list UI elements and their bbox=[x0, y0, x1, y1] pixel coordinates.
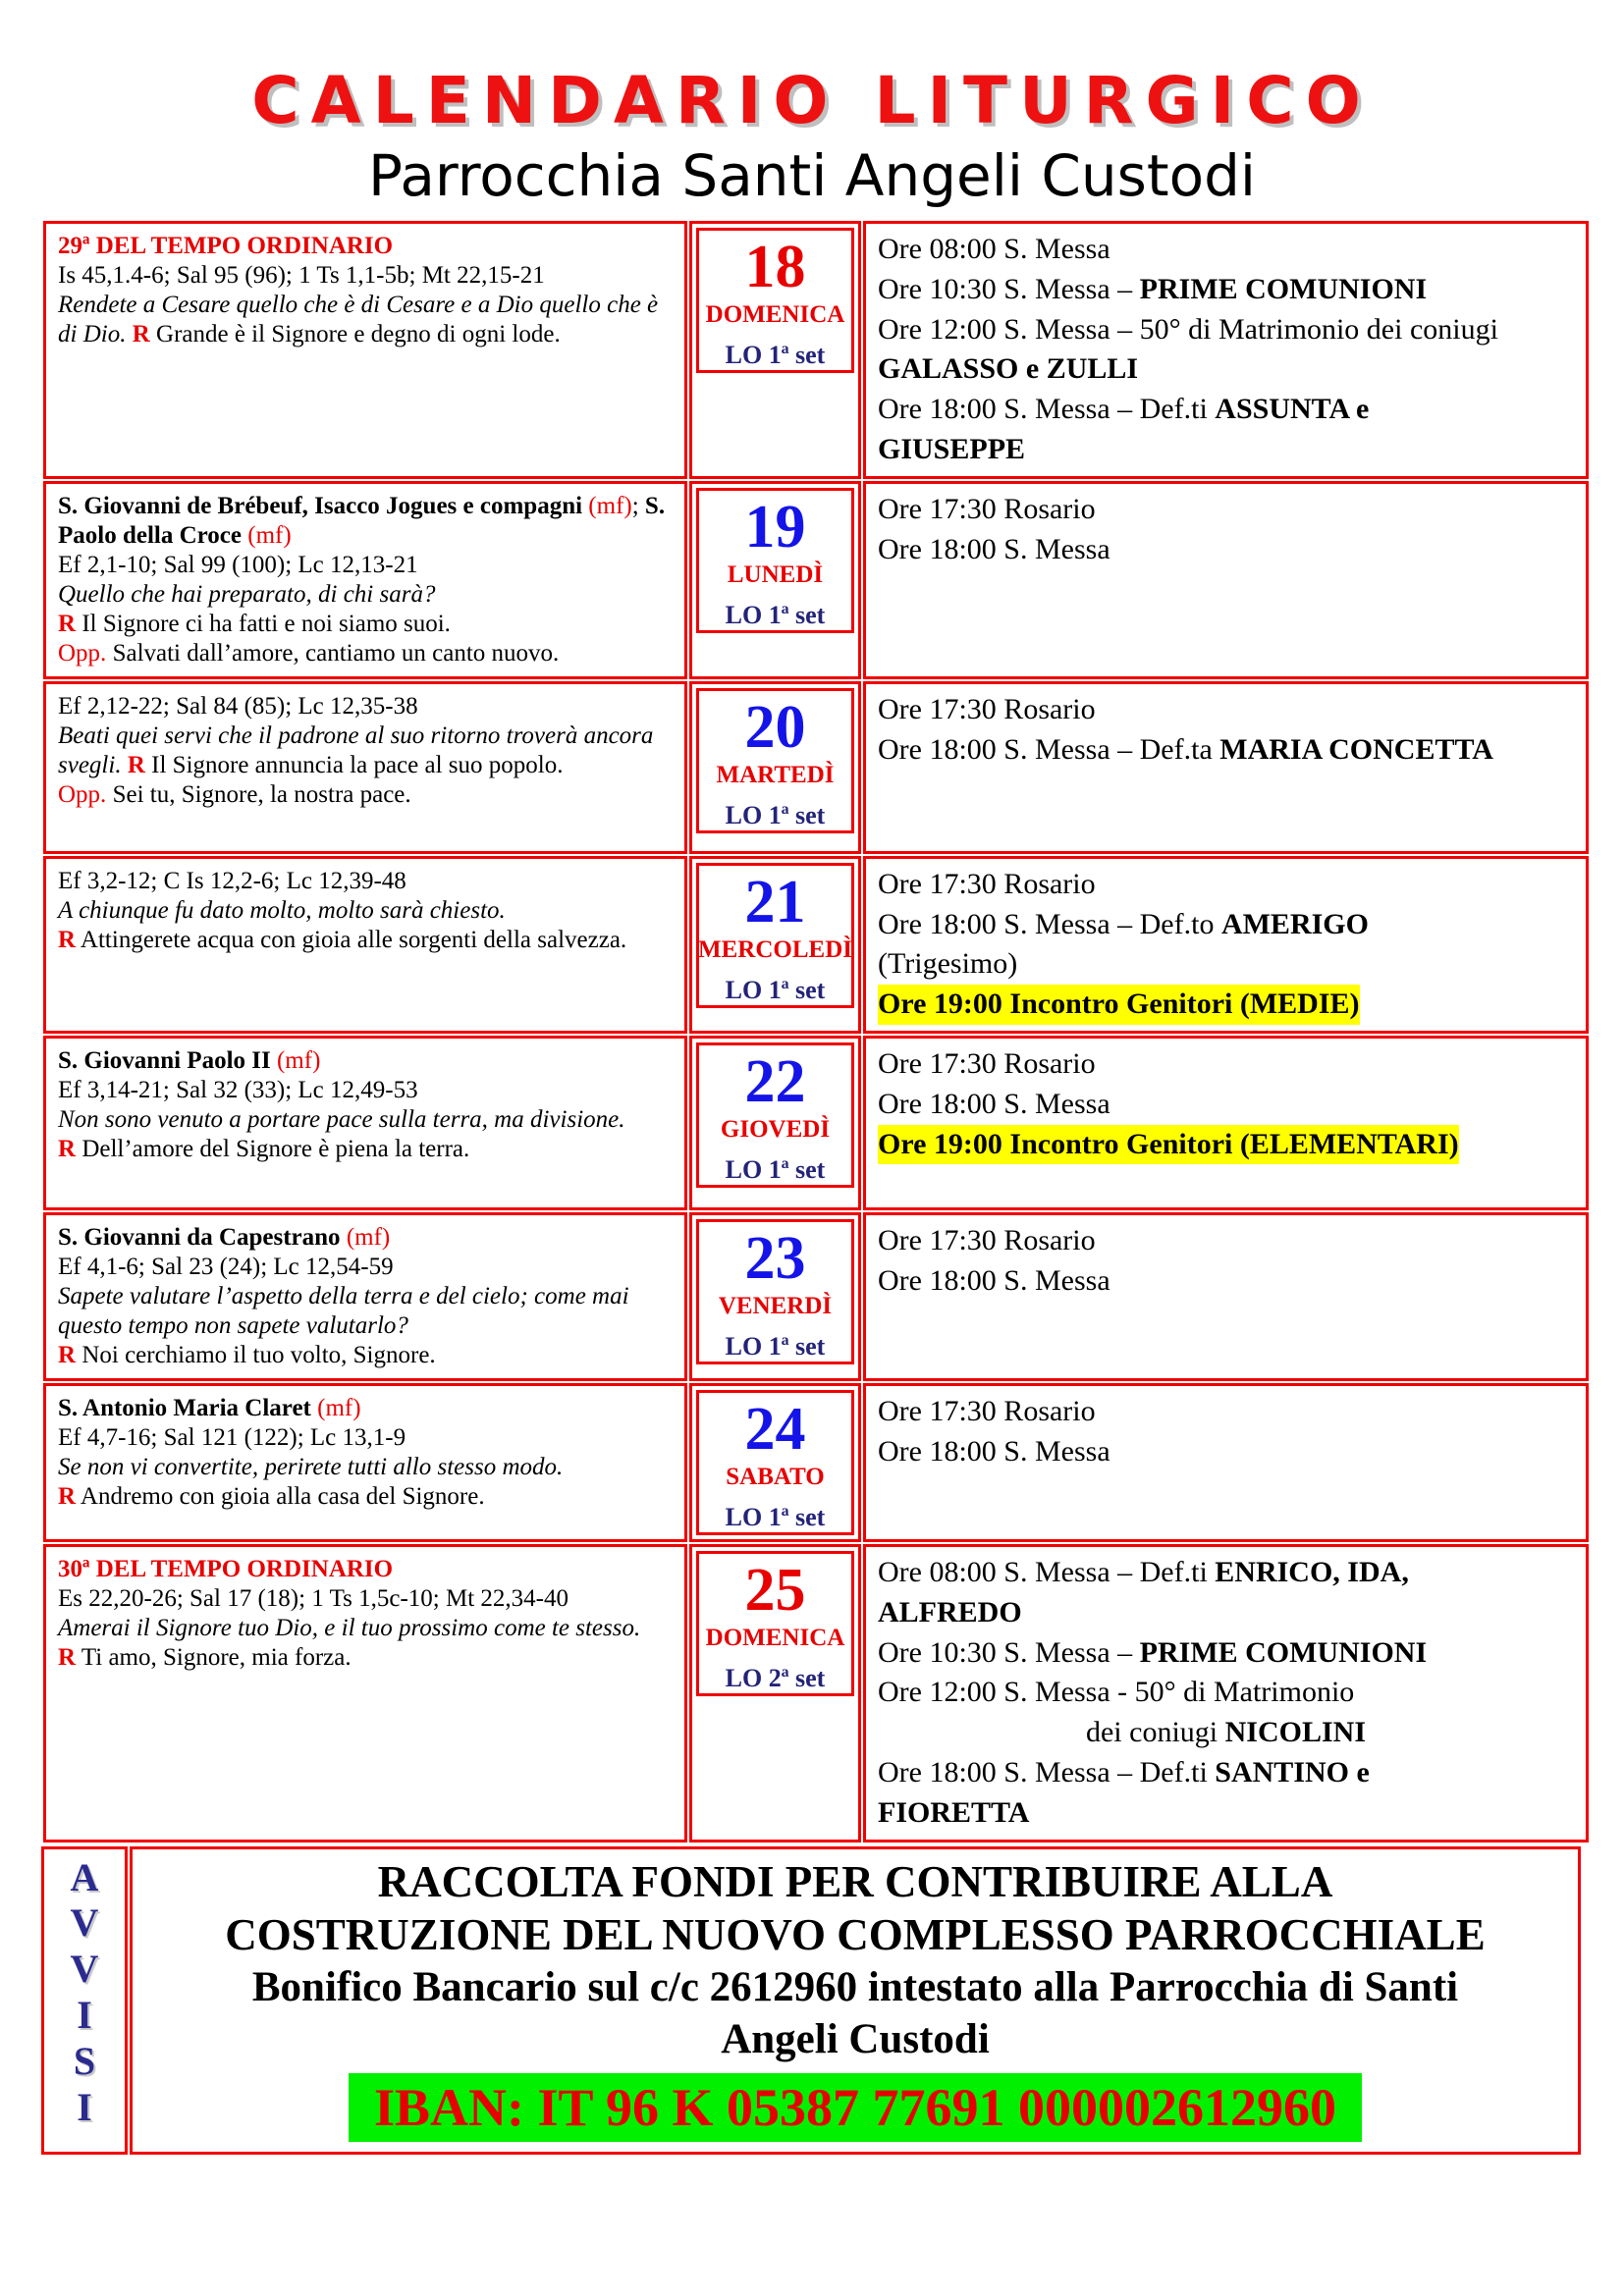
weekday-label: SABATO bbox=[726, 1463, 825, 1490]
avvisi-vertical-label bbox=[41, 1846, 128, 2156]
liturgy-hours-label: LO 2ª set bbox=[725, 1663, 826, 1692]
page-title: CALENDARIO LITURGICO bbox=[251, 63, 1373, 138]
liturgy-text: (mf) bbox=[346, 1223, 391, 1251]
liturgy-text: R bbox=[58, 926, 77, 953]
schedule-text: AMERIGO bbox=[1220, 907, 1369, 940]
liturgy-hours-label: LO 1ª set bbox=[725, 341, 826, 369]
liturgy-cell bbox=[43, 1212, 687, 1381]
liturgy-text: Ti amo, Signore, mia forza. bbox=[76, 1643, 352, 1671]
liturgy-text: R bbox=[132, 321, 150, 347]
liturgy-cell bbox=[43, 856, 687, 1034]
schedule-text: dei coniugi bbox=[1085, 1716, 1225, 1749]
schedule-text: (Trigesimo) bbox=[878, 947, 1018, 981]
day-row-24 bbox=[43, 1383, 1589, 1542]
schedule-text: Ore 10:30 S. Messa – bbox=[878, 1635, 1140, 1669]
schedule-cell bbox=[863, 481, 1589, 679]
date-box bbox=[696, 688, 854, 833]
liturgy-cell bbox=[43, 681, 687, 854]
schedule-text: Ore 18:00 S. Messa bbox=[878, 532, 1110, 565]
schedule-line bbox=[878, 1633, 1574, 1674]
schedule-line bbox=[878, 1432, 1574, 1472]
schedule-line bbox=[878, 730, 1574, 771]
liturgy-line bbox=[58, 867, 673, 896]
day-number: 24 bbox=[744, 1395, 806, 1463]
date-cell bbox=[689, 1212, 861, 1381]
schedule-cell bbox=[863, 856, 1589, 1034]
date-box bbox=[696, 228, 854, 373]
date-cell bbox=[689, 221, 861, 479]
liturgy-text: S. Paolo della Croce bbox=[58, 492, 666, 549]
schedule-line bbox=[878, 390, 1574, 430]
avvisi-letter: I bbox=[77, 1992, 92, 2037]
schedule-line bbox=[878, 1753, 1574, 1793]
weekday-label: VENERDÌ bbox=[718, 1292, 833, 1319]
liturgy-text: R bbox=[58, 1135, 77, 1162]
liturgy-cell bbox=[43, 1036, 687, 1210]
schedule-text: PRIME COMUNIONI bbox=[1139, 272, 1428, 305]
schedule-line bbox=[878, 1553, 1574, 1593]
liturgy-text: Ef 3,14-21; Sal 32 (33); Lc 12,49-53 bbox=[58, 1076, 418, 1103]
liturgy-cell bbox=[43, 221, 687, 479]
weekday-label: LUNEDÌ bbox=[727, 561, 824, 588]
liturgy-text: Rendete a Cesare quello che è di Cesare e a Dio quello che è di Dio. bbox=[58, 292, 659, 347]
schedule-cell bbox=[863, 1544, 1589, 1842]
liturgy-hours-label: LO 1ª set bbox=[725, 800, 826, 829]
liturgy-line bbox=[58, 1046, 673, 1076]
schedule-text: Ore 17:30 Rosario bbox=[878, 1394, 1096, 1427]
liturgy-text: Amerai il Signore tuo Dio, e il tuo prossimo come te stesso. bbox=[58, 1614, 641, 1641]
avvisi-letter: V bbox=[70, 1900, 99, 1946]
liturgy-line bbox=[58, 1253, 673, 1282]
liturgy-line bbox=[58, 926, 673, 955]
liturgy-line bbox=[58, 1076, 673, 1105]
avvisi-announcement-line: Bonifico Bancario sul c/c 2612960 intestato alla Parrocchia di Santi bbox=[251, 1964, 1459, 2011]
liturgy-line bbox=[58, 1223, 673, 1253]
avvisi-content bbox=[130, 1846, 1581, 2156]
avvisi-letter: A bbox=[70, 1854, 99, 1899]
liturgy-text: R bbox=[58, 610, 77, 637]
liturgy-text: Ef 2,12-22; Sal 84 (85); Lc 12,35-38 bbox=[58, 692, 418, 720]
schedule-cell bbox=[863, 1036, 1589, 1210]
liturgy-line bbox=[58, 639, 673, 668]
day-row-23 bbox=[43, 1212, 1589, 1381]
schedule-text: Ore 12:00 S. Messa – 50° di Matrimonio dei coniugi bbox=[878, 312, 1498, 346]
schedule-text: SANTINO e bbox=[1215, 1755, 1370, 1789]
schedule-text: Ore 17:30 Rosario bbox=[878, 492, 1096, 525]
liturgy-text: Noi cerchiamo il tuo volto, Signore. bbox=[76, 1341, 436, 1368]
schedule-text: Ore 17:30 Rosario bbox=[878, 867, 1096, 900]
day-number: 18 bbox=[744, 234, 806, 300]
schedule-line bbox=[878, 1673, 1574, 1713]
schedule-text: Ore 08:00 S. Messa – Def.ti bbox=[878, 1555, 1216, 1588]
liturgy-line bbox=[58, 1555, 673, 1584]
liturgy-text: ; bbox=[631, 492, 645, 519]
schedule-text: ASSUNTA e bbox=[1215, 393, 1370, 426]
day-row-20 bbox=[43, 681, 1589, 854]
schedule-cell bbox=[863, 1383, 1589, 1542]
schedule-text: Ore 10:30 S. Messa – bbox=[878, 272, 1140, 305]
schedule-line bbox=[878, 270, 1574, 310]
liturgy-line bbox=[58, 1105, 673, 1135]
day-row-25 bbox=[43, 1544, 1589, 1842]
schedule-line bbox=[878, 690, 1574, 730]
liturgy-line bbox=[58, 492, 673, 551]
schedule-text: Ore 17:30 Rosario bbox=[878, 1223, 1096, 1256]
liturgy-line bbox=[58, 232, 673, 261]
liturgy-line bbox=[58, 1482, 673, 1512]
schedule-line bbox=[878, 230, 1574, 270]
date-cell bbox=[689, 1544, 861, 1842]
liturgy-line bbox=[58, 896, 673, 926]
schedule-text: ALFREDO bbox=[878, 1595, 1022, 1629]
liturgy-line bbox=[58, 610, 673, 639]
date-box bbox=[696, 863, 854, 1008]
liturgy-hours-label: LO 1ª set bbox=[725, 1502, 826, 1531]
liturgy-line bbox=[58, 580, 673, 610]
liturgy-text: Is 45,1.4-6; Sal 95 (96); 1 Ts 1,1-5b; Mt 22,15-21 bbox=[58, 262, 545, 289]
schedule-text: Ore 18:00 S. Messa – Def.to bbox=[878, 907, 1221, 940]
schedule-line bbox=[878, 1793, 1574, 1834]
day-row-21 bbox=[43, 856, 1589, 1034]
date-box bbox=[696, 1042, 854, 1188]
liturgy-line bbox=[58, 721, 673, 780]
schedule-text: PRIME COMUNIONI bbox=[1139, 1635, 1428, 1669]
liturgy-text: Sapete valutare l’aspetto della terra e del cielo; come mai questo tempo non sapete valutarlo? bbox=[58, 1282, 629, 1339]
schedule-line bbox=[878, 1593, 1574, 1633]
liturgy-text: (mf) bbox=[247, 521, 292, 549]
schedule-text: Ore 17:30 Rosario bbox=[878, 1046, 1096, 1080]
liturgy-text: Il Signore annuncia la pace al suo popolo. bbox=[144, 751, 564, 778]
schedule-cell bbox=[863, 681, 1589, 854]
schedule-cell bbox=[863, 221, 1589, 479]
liturgy-text: 29ª DEL TEMPO ORDINARIO bbox=[58, 233, 394, 259]
schedule-line bbox=[878, 1221, 1574, 1261]
date-box bbox=[696, 488, 854, 633]
schedule-text: Ore 19:00 Incontro Genitori (MEDIE) bbox=[878, 988, 1360, 1021]
day-number: 23 bbox=[744, 1224, 806, 1292]
liturgy-text: Non sono venuto a portare pace sulla terra, ma divisione. bbox=[58, 1105, 625, 1133]
schedule-line bbox=[878, 1125, 1459, 1165]
liturgy-text: Ef 3,2-12; C Is 12,2-6; Lc 12,39-48 bbox=[58, 867, 406, 894]
schedule-text: MARIA CONCETTA bbox=[1219, 732, 1493, 766]
schedule-line bbox=[878, 1392, 1574, 1432]
schedule-text: Ore 18:00 S. Messa bbox=[878, 1263, 1110, 1297]
liturgy-text: Opp. bbox=[58, 639, 107, 667]
liturgy-text: Attingerete acqua con gioia alle sorgenti della salvezza. bbox=[76, 926, 627, 953]
schedule-text: FIORETTA bbox=[878, 1795, 1030, 1829]
liturgy-text: (mf) bbox=[588, 492, 632, 519]
liturgy-line bbox=[58, 1584, 673, 1614]
liturgy-text: Ef 4,1-6; Sal 23 (24); Lc 12,54-59 bbox=[58, 1253, 394, 1280]
liturgy-text: Ef 2,1-10; Sal 99 (100); Lc 12,13-21 bbox=[58, 551, 418, 578]
liturgy-line bbox=[58, 1135, 673, 1164]
schedule-line bbox=[878, 1713, 1574, 1753]
liturgy-text: S. Giovanni Paolo II bbox=[58, 1046, 277, 1074]
avvisi-letter: V bbox=[70, 1947, 99, 1992]
liturgy-hours-label: LO 1ª set bbox=[725, 975, 826, 1004]
schedule-line bbox=[878, 944, 1574, 985]
weekday-label: DOMENICA bbox=[705, 1624, 845, 1651]
liturgy-line bbox=[58, 261, 673, 291]
schedule-text: GIUSEPPE bbox=[878, 432, 1026, 465]
avvisi-announcement-line: RACCOLTA FONDI PER CONTRIBUIRE ALLA bbox=[377, 1856, 1333, 1906]
liturgy-text: Es 22,20-26; Sal 17 (18); 1 Ts 1,5c-10; Mt 22,34-40 bbox=[58, 1584, 568, 1612]
day-row-19 bbox=[43, 481, 1589, 679]
day-row-18 bbox=[43, 221, 1589, 479]
date-cell bbox=[689, 1036, 861, 1210]
date-box bbox=[696, 1551, 854, 1696]
date-cell bbox=[689, 681, 861, 854]
liturgy-hours-label: LO 1ª set bbox=[725, 1331, 826, 1361]
schedule-line bbox=[878, 310, 1574, 350]
liturgy-line bbox=[58, 1453, 673, 1482]
day-row-22 bbox=[43, 1036, 1589, 1210]
date-cell bbox=[689, 856, 861, 1034]
day-number: 21 bbox=[744, 868, 806, 935]
schedule-text: Ore 18:00 S. Messa bbox=[878, 1087, 1110, 1120]
schedule-text: Ore 18:00 S. Messa – Def.ti bbox=[878, 1755, 1216, 1789]
schedule-text: Ore 12:00 S. Messa - 50° di Matrimonio bbox=[878, 1676, 1355, 1709]
liturgy-text: R bbox=[58, 1643, 77, 1671]
date-cell bbox=[689, 481, 861, 679]
liturgy-hours-label: LO 1ª set bbox=[725, 1154, 826, 1184]
schedule-text: ENRICO, IDA, bbox=[1215, 1555, 1409, 1588]
liturgy-line bbox=[58, 1394, 673, 1423]
liturgy-text: R bbox=[58, 1482, 77, 1510]
weekday-label: MERCOLEDÌ bbox=[698, 935, 852, 963]
liturgy-text: R bbox=[127, 751, 145, 778]
iban-highlight: IBAN: IT 96 K 05387 77691 000002612960 bbox=[349, 2073, 1362, 2142]
schedule-cell bbox=[863, 1212, 1589, 1381]
schedule-text: Ore 19:00 Incontro Genitori (ELEMENTARI) bbox=[878, 1127, 1459, 1160]
avvisi-announcement-line: COSTRUZIONE DEL NUOVO COMPLESSO PARROCCHIALE bbox=[225, 1910, 1486, 1960]
day-number: 22 bbox=[744, 1047, 806, 1115]
liturgy-text: Sei tu, Signore, la nostra pace. bbox=[106, 780, 411, 808]
liturgy-text: A chiunque fu dato molto, molto sarà chiesto. bbox=[58, 896, 506, 924]
parish-subtitle: Parrocchia Santi Angeli Custodi bbox=[367, 142, 1257, 209]
schedule-line bbox=[878, 1261, 1574, 1302]
schedule-text: Ore 18:00 S. Messa – Def.ta bbox=[878, 732, 1220, 766]
day-number: 20 bbox=[744, 693, 806, 761]
schedule-text: GALASSO e ZULLI bbox=[878, 352, 1139, 386]
schedule-text: Ore 08:00 S. Messa bbox=[878, 233, 1110, 265]
liturgy-text: Se non vi convertite, perirete tutti allo stesso modo. bbox=[58, 1453, 564, 1480]
schedule-text: Ore 17:30 Rosario bbox=[878, 692, 1096, 725]
liturgy-line bbox=[58, 1643, 673, 1673]
avvisi-letter: I bbox=[77, 2084, 92, 2129]
liturgy-cell bbox=[43, 1544, 687, 1842]
liturgy-text: Ef 4,7-16; Sal 121 (122); Lc 13,1-9 bbox=[58, 1423, 406, 1451]
liturgy-line bbox=[58, 780, 673, 810]
liturgy-text: Dell’amore del Signore è piena la terra. bbox=[76, 1135, 470, 1162]
liturgy-text: (mf) bbox=[317, 1394, 361, 1421]
liturgy-text: Salvati dall’amore, cantiamo un canto nuovo. bbox=[106, 639, 560, 667]
schedule-text: Ore 18:00 S. Messa – Def.ti bbox=[878, 393, 1216, 426]
date-box bbox=[696, 1390, 854, 1535]
liturgy-line bbox=[58, 551, 673, 580]
calendar-table bbox=[41, 219, 1591, 1844]
schedule-line bbox=[878, 985, 1360, 1025]
liturgy-text: Beati quei servi che il padrone al suo ritorno troverà ancora svegli. bbox=[58, 721, 654, 778]
schedule-line bbox=[878, 530, 1574, 570]
liturgy-text: R bbox=[58, 1341, 77, 1368]
liturgy-text: 30ª DEL TEMPO ORDINARIO bbox=[58, 1555, 394, 1582]
liturgy-line bbox=[58, 1423, 673, 1453]
schedule-text: NICOLINI bbox=[1224, 1716, 1366, 1749]
date-box bbox=[696, 1219, 854, 1364]
schedule-line bbox=[878, 1085, 1574, 1125]
liturgy-text: Grande è il Signore e degno di ogni lode. bbox=[149, 321, 561, 347]
avvisi-section bbox=[41, 1846, 1583, 2156]
schedule-line bbox=[878, 490, 1574, 530]
liturgy-cell bbox=[43, 481, 687, 679]
liturgy-text: Opp. bbox=[58, 780, 107, 808]
liturgy-text: Quello che hai preparato, di chi sarà? bbox=[58, 580, 436, 608]
avvisi-letter: S bbox=[73, 2038, 96, 2083]
weekday-label: GIOVEDÌ bbox=[720, 1115, 831, 1143]
schedule-line bbox=[878, 1044, 1574, 1085]
liturgy-line bbox=[58, 1341, 673, 1370]
day-number: 19 bbox=[744, 493, 806, 561]
day-number: 25 bbox=[744, 1556, 806, 1624]
weekday-label: DOMENICA bbox=[705, 301, 845, 328]
schedule-line bbox=[878, 865, 1574, 905]
liturgy-text: S. Giovanni de Brébeuf, Isacco Jogues e compagni bbox=[58, 492, 589, 519]
liturgy-text: S. Giovanni da Capestrano bbox=[58, 1223, 347, 1251]
date-cell bbox=[689, 1383, 861, 1542]
schedule-line bbox=[878, 349, 1574, 390]
liturgy-line bbox=[58, 692, 673, 721]
avvisi-announcement-line: Angeli Custodi bbox=[721, 2015, 990, 2062]
liturgy-line bbox=[58, 291, 673, 349]
liturgy-line bbox=[58, 1614, 673, 1643]
liturgy-cell bbox=[43, 1383, 687, 1542]
liturgy-text: (mf) bbox=[276, 1046, 321, 1074]
schedule-line bbox=[878, 905, 1574, 945]
liturgy-text: S. Antonio Maria Claret bbox=[58, 1394, 318, 1421]
liturgy-hours-label: LO 1ª set bbox=[725, 600, 826, 629]
weekday-label: MARTEDÌ bbox=[716, 761, 835, 788]
liturgy-text: Il Signore ci ha fatti e noi siamo suoi. bbox=[76, 610, 451, 637]
schedule-text: Ore 18:00 S. Messa bbox=[878, 1434, 1110, 1468]
liturgy-text: Andremo con gioia alla casa del Signore. bbox=[76, 1482, 485, 1510]
schedule-line bbox=[878, 430, 1574, 470]
liturgy-line bbox=[58, 1282, 673, 1341]
